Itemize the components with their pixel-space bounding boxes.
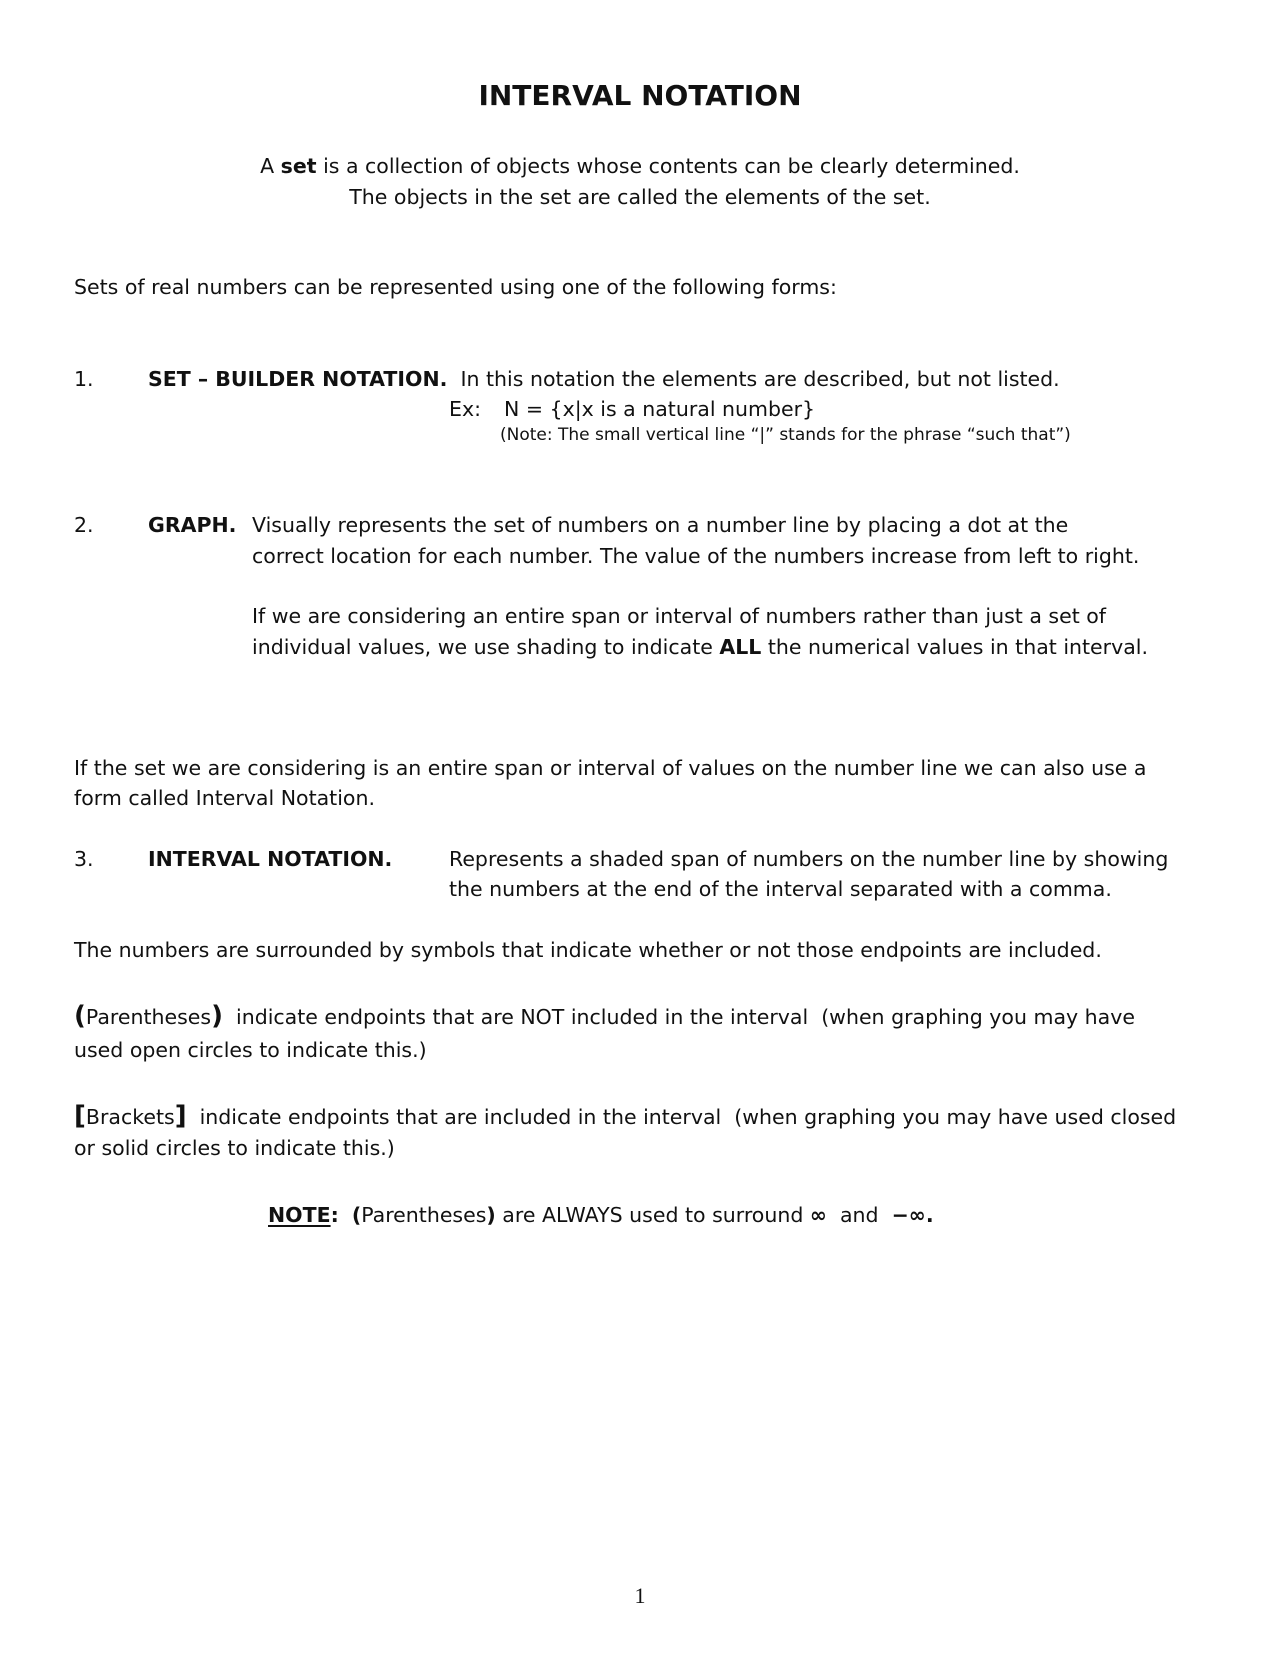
item-1-line [148,363,1060,395]
endpoints-text: The numbers are surrounded by symbols that indicate whether or not those endpoints are included. [74,938,1102,962]
item-2-line-1: Visually represents the set of numbers on a number line by placing a dot at the [252,513,1069,537]
intro-line-2: The objects in the set are called the elements of the set. [349,185,931,209]
intro-line-1: A set is a collection of objects whose contents can be clearly determined. [260,154,1020,178]
item-3-line-2: the numbers at the end of the interval separated with a comma. [449,877,1112,901]
item-1-example-label: Ex: [449,397,481,421]
item-1-heading: SET – BUILDER NOTATION. [148,367,448,391]
item-3-line-1: Represents a shaded span of numbers on the number line by showing [449,847,1169,871]
parentheses-term: Parentheses [85,1005,212,1029]
item-1-example: N = {x|x is a natural number} [504,397,816,421]
note-label: NOTE [268,1203,331,1227]
item-2-number: 2. [74,513,94,537]
note-line: NOTE: (Parentheses) are ALWAYS used to surround ∞ and −∞. [268,1203,934,1227]
item-3-heading: INTERVAL NOTATION. [148,847,393,871]
transition-line-2: form called Interval Notation. [74,786,375,810]
all-term: ALL [719,635,762,659]
negative-infinity-symbol: −∞ [891,1203,926,1227]
brackets-term: Brackets [85,1105,175,1129]
item-1-note: (Note: The small vertical line “|” stands for the phrase “such that”) [500,425,1071,445]
brackets-line-1: [Brackets] indicate endpoints that are included in the interval (when graphing you may have used closed [74,1101,1177,1131]
item-2-line-4: individual values, we use shading to indicate ALL the numerical values in that interval. [252,635,1149,659]
brackets-line-2: or solid circles to indicate this.) [74,1136,395,1160]
parentheses-line-1: (Parentheses) indicate endpoints that are NOT included in the interval (when graphing you may have [74,1001,1135,1031]
transition-line-1: If the set we are considering is an entire span or interval of values on the number line we can also use a [74,756,1147,780]
page-title: INTERVAL NOTATION [478,79,802,112]
item-3-number: 3. [74,847,94,871]
item-1-text: In this notation the elements are described, but not listed. [460,367,1060,391]
forms-intro: Sets of real numbers can be represented using one of the following forms: [74,275,837,299]
item-2-heading: GRAPH. [148,513,237,537]
item-2-line-3: If we are considering an entire span or interval of numbers rather than just a set of [252,604,1107,628]
parentheses-line-2: used open circles to indicate this.) [74,1038,427,1062]
set-term: set [280,154,317,178]
item-2-line-2: correct location for each number. The value of the numbers increase from left to right. [252,544,1140,568]
infinity-symbol: ∞ [809,1203,827,1227]
item-1-number: 1. [74,367,94,391]
page-number: 1 [634,1583,646,1608]
